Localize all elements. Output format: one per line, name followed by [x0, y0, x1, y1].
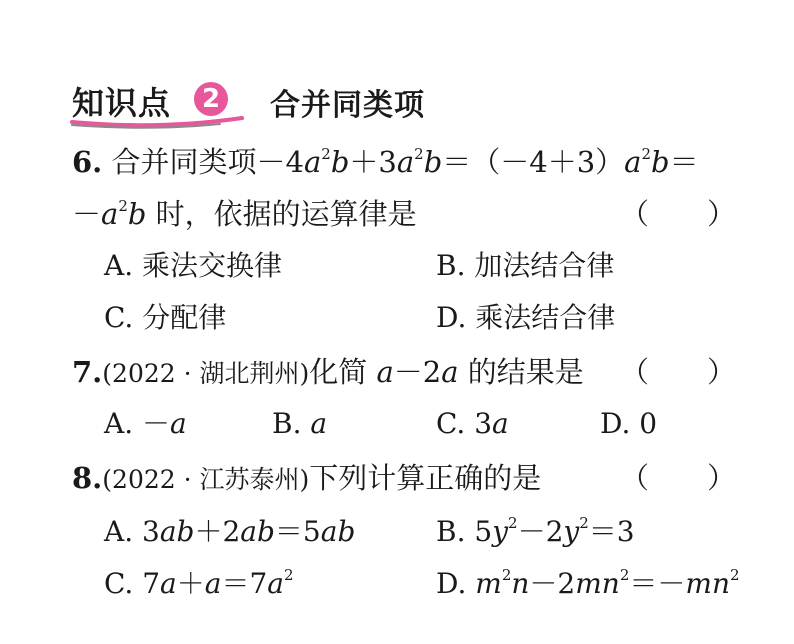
q7-option-d[interactable]: D. 0	[600, 407, 658, 440]
q8-option-a[interactable]: A. 3ab＋2ab＝5ab	[104, 515, 356, 548]
q8-option-d-part: D.	[436, 567, 476, 600]
q7-option-a-label: A. －	[104, 407, 171, 440]
q7-option-b-label: B.	[272, 407, 311, 440]
q7-expr-part: －2	[393, 355, 442, 389]
knowledge-point-number-badge: 2	[194, 82, 228, 116]
q8-option-d-part: －2	[529, 567, 576, 600]
q8-answer-blank[interactable]: （ ）	[620, 461, 737, 495]
heading-underline-swoosh	[70, 116, 250, 130]
q7-option-c[interactable]: C. 3a	[436, 407, 509, 440]
q8-option-b[interactable]: B. $5y^2-2y^2=3$	[436, 514, 635, 548]
q6-option-d[interactable]: D. 乘法结合律	[436, 301, 616, 334]
q6-expr-part: ＋3	[349, 145, 397, 179]
q7-answer-blank[interactable]: （ ）	[620, 355, 737, 389]
q6-expr-part: ＝（－4＋3）	[442, 145, 625, 179]
q7-stem-text: 化简	[309, 355, 377, 389]
q7-option-a[interactable]: A. －a	[104, 407, 187, 440]
q6-number: 6.	[72, 145, 103, 179]
q8-option-b-part: －2	[517, 515, 564, 548]
q6-expr-part: ＝	[669, 145, 699, 179]
section-title: 合并同类项	[270, 88, 425, 123]
q6-stem-text-2: 时，依据的运算律是	[155, 197, 417, 231]
section-heading	[72, 72, 512, 128]
q6-line-1: 6. 合并同类项$-4a^2b+3a^2b=(-4+3)a^2b=$	[72, 145, 699, 179]
q7-stem-text-2: 的结果是	[458, 355, 584, 389]
q6-stem-text: 合并同类项	[111, 145, 257, 179]
q8-option-a-part: ＋2	[194, 515, 241, 548]
q8-source: (2022 · 江苏泰州)	[102, 465, 310, 494]
q6-expr-part: －4	[256, 145, 304, 179]
q6-answer-blank[interactable]: （ ）	[620, 197, 737, 231]
q8-number: 8.	[72, 461, 103, 495]
q8-option-c[interactable]: C. $7a+a=7a^2$	[104, 566, 294, 600]
q7-source: (2022 · 湖北荆州)	[102, 359, 310, 388]
q8-option-d[interactable]: D. $m^2n-2mn^2=-mn^2$	[436, 566, 740, 600]
q8-option-b-part: B. 5	[436, 515, 493, 548]
q6-option-c[interactable]: C. 分配律	[104, 301, 227, 334]
q7-option-b[interactable]: B. a	[272, 407, 328, 440]
q6-line-2: $-a^2b$ 时，依据的运算律是	[72, 197, 417, 231]
q8-option-a-part: A. 3	[104, 515, 160, 548]
q8-option-d-part: ＝－	[629, 567, 686, 600]
q8-option-b-part: ＝3	[588, 515, 635, 548]
q8-line-1	[72, 458, 541, 500]
q8-option-c-part: C. 7	[104, 567, 161, 600]
q8-option-c-part: ＝7	[221, 567, 268, 600]
q6-option-a[interactable]: A. 乘法交换律	[104, 249, 283, 282]
q8-stem-text: 下列计算正确的是	[309, 461, 542, 495]
q8-option-c-part: ＋	[176, 567, 205, 600]
q8-option-a-part: ＝5	[274, 515, 321, 548]
q6-option-b[interactable]: B. 加法结合律	[436, 249, 615, 282]
q7-line-1: 7.(2022 · 湖北荆州)化简 a－2a 的结果是	[72, 355, 584, 389]
knowledge-point-label: 知识点	[72, 84, 172, 122]
q6-expr-part: －	[72, 197, 102, 231]
q7-option-c-label: C. 3	[436, 407, 493, 440]
q7-number: 7.	[72, 355, 103, 389]
